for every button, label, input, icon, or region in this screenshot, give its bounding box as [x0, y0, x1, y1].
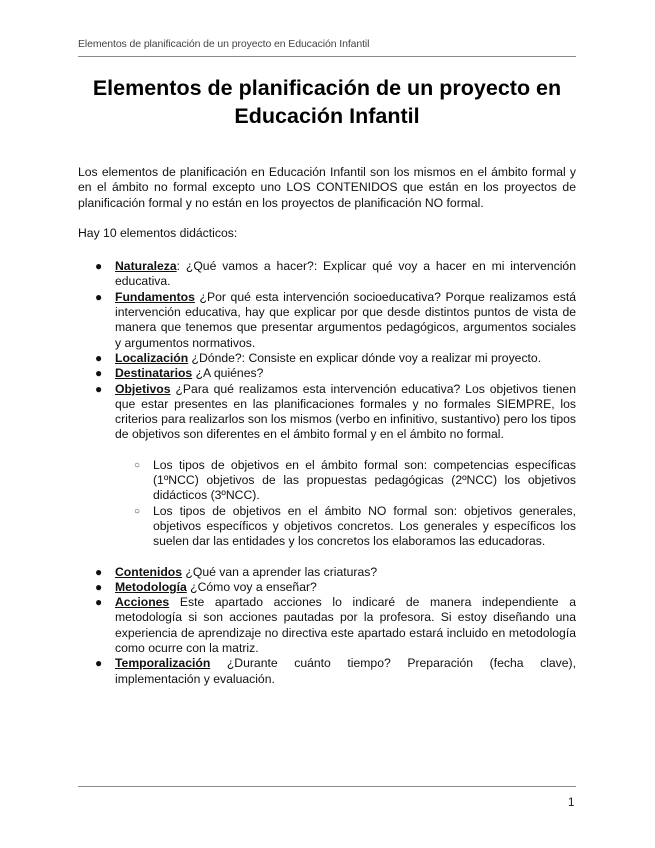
term-metodologia: Metodología: [115, 579, 187, 594]
term-destinatarios: Destinatarios: [115, 366, 193, 381]
objective-types-list: [115, 458, 576, 550]
item-text: ¿Cómo voy a enseñar?: [186, 579, 317, 594]
list-item: [95, 656, 576, 687]
bullet-icon: ●: [95, 381, 103, 396]
circle-bullet-icon: ○: [134, 505, 141, 517]
item-text: ¿Qué van a aprender las criaturas?: [182, 564, 378, 579]
list-item: [95, 381, 576, 550]
sub-item-text: Los tipos de objetivos en el ámbito formal son: competencias específicas (1ºNCC) objetivos de las propuestas pedagógicas (2ºNCC) los objetivos didácticos (3ºNCC).: [153, 457, 576, 503]
bullet-icon: ●: [95, 259, 103, 274]
term-acciones: Acciones: [115, 595, 170, 610]
item-text: ¿Dónde?: Consiste en explicar dónde voy a realizar mi proyecto.: [188, 350, 542, 365]
list-item: [95, 366, 576, 381]
bullet-icon: ●: [95, 579, 103, 594]
list-item: [95, 289, 576, 351]
term-temporalizacion: Temporalización: [115, 656, 211, 671]
item-text: ¿Durante cuánto tiempo? Preparación (fecha clave), implementación y evaluación.: [115, 656, 576, 686]
term-fundamentos: Fundamentos: [115, 289, 195, 304]
term-localizacion: Localización: [115, 350, 189, 365]
running-header: Elementos de planificación de un proyecto en Educación Infantil: [78, 38, 370, 50]
intro-paragraph: Los elementos de planificación en Educación Infantil son los mismos en el ámbito formal y en el ámbito no formal excepto uno LOS CONTENIDOS que están en los proyectos de planificación formal y no están en los proyectos de planificación NO formal.: [78, 165, 576, 210]
sub-list-item: [134, 457, 576, 504]
item-text: Este apartado acciones lo indicaré de manera independiente a metodología si son acciones pautadas por la profesora. Si estoy diseñando una experiencia de aprendizaje no directiva este apartado estará incluido en metodología como ocurre con la matriz.: [115, 595, 576, 656]
list-item: [95, 564, 576, 580]
list-item: [95, 595, 576, 656]
bullet-icon: ●: [95, 350, 103, 365]
elements-list: [78, 259, 576, 549]
term-contenidos: Contenidos: [115, 564, 183, 579]
item-text: ¿A quiénes?: [192, 366, 264, 381]
header-divider: [78, 56, 576, 57]
circle-bullet-icon: ○: [134, 459, 141, 471]
bullet-icon: ●: [95, 595, 103, 610]
item-text: ¿Para qué realizamos esta intervención educativa? Los objetivos tienen que estar presentes en las planificaciones formales y no formales SIEMPRE, los criterios para realizarlos son los mismos (verbo en infinitivo, sustantivo) pero los tipos de objetivos son diferentes en el ámbito formal y en el ámbito no formal.: [115, 381, 576, 442]
elements-list-continued: [78, 565, 576, 687]
page-number: 1: [568, 797, 575, 809]
item-text: ¿Por qué esta intervención socioeducativa? Porque realizamos está intervención educativa, hay que explicar por que desde distintos puntos de vista de manera que tenemos que presentar argumentos pedagógicos, argumentos sociales y argumentos normativos.: [115, 289, 576, 350]
lead-paragraph: Hay 10 elementos didácticos:: [78, 225, 238, 240]
list-item: [95, 579, 576, 595]
page-title: Elementos de planificación de un proyecto en Educación Infantil: [92, 76, 562, 128]
bullet-icon: ●: [95, 564, 103, 579]
term-objetivos: Objetivos: [115, 381, 171, 396]
bullet-icon: ●: [95, 656, 103, 671]
sub-list-item: [134, 503, 576, 550]
item-text: : ¿Qué vamos a hacer?: Explicar qué voy a hacer en mi intervención educativa.: [115, 259, 576, 289]
footer-divider: [78, 786, 576, 787]
bullet-icon: ●: [95, 366, 103, 381]
document-body: [78, 165, 576, 687]
term-naturaleza: Naturaleza: [115, 259, 177, 274]
sub-item-text: Los tipos de objetivos en el ámbito NO formal son: objetivos generales, objetivos específicos y objetivos concretos. Los generales y específicos los suelen dar las entidades y los concretos los elaboramos las educadoras.: [153, 503, 576, 549]
bullet-icon: ●: [95, 289, 103, 304]
list-item: [95, 350, 576, 366]
list-item: [95, 259, 576, 290]
